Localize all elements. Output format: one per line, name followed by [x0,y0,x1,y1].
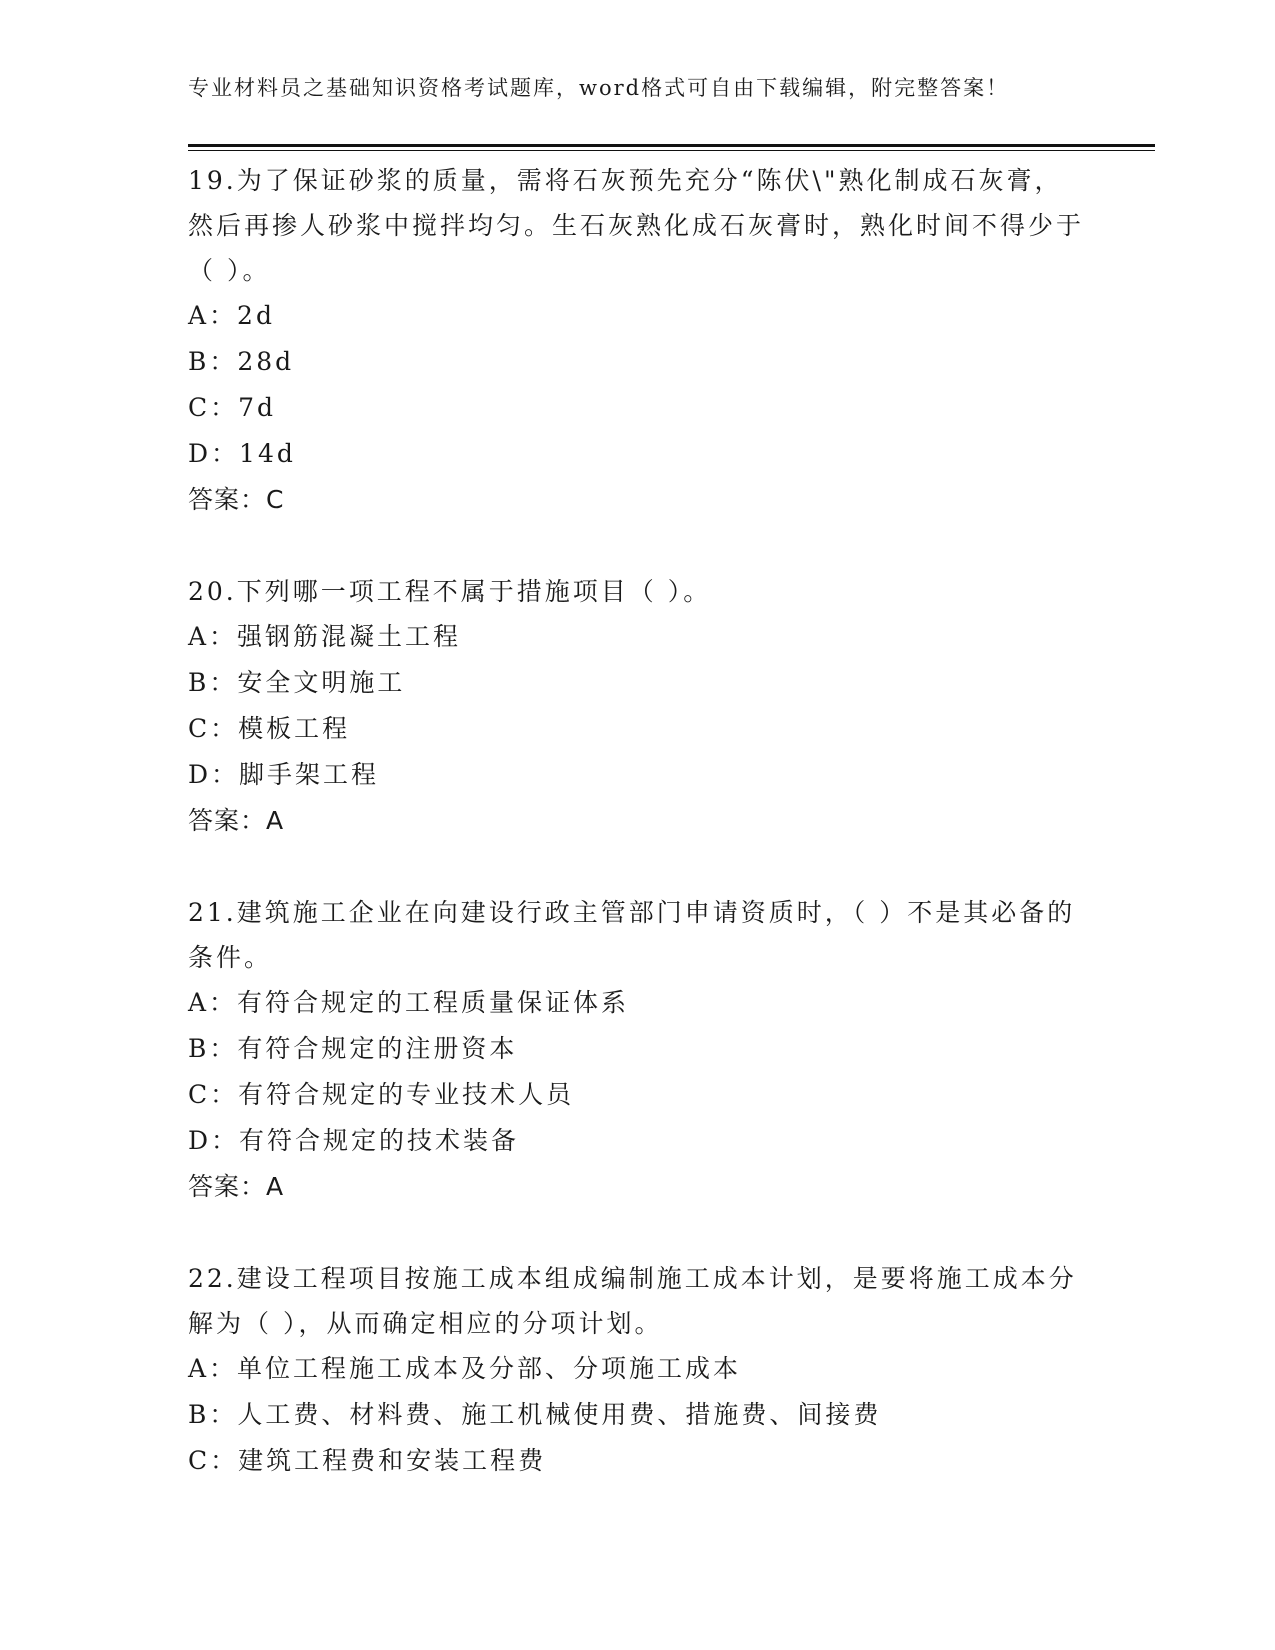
option-a: A：有符合规定的工程质量保证体系 [188,988,630,1017]
question-stem: 22.建设工程项目按施工成本组成编制施工成本计划，是要将施工成本分解为（ ），从而确定相应的分项计划。 [188,1264,1077,1338]
option-a: A：2d [188,301,275,330]
answer: 答案：A [188,1172,285,1201]
page-header: 专业材料员之基础知识资格考试题库，word格式可自由下载编辑，附完整答案！ [188,76,1010,100]
option-c: C：有符合规定的专业技术人员 [188,1080,575,1109]
option-d: D：脚手架工程 [188,760,380,789]
option-c: C：模板工程 [188,714,351,743]
option-d: D：有符合规定的技术装备 [188,1126,520,1155]
option-a: A：单位工程施工成本及分部、分项施工成本 [188,1354,742,1383]
option-a: A：强钢筋混凝土工程 [188,622,462,651]
answer: 答案：C [188,485,285,514]
question-list [188,158,1088,1530]
option-d: D：14d [188,439,296,468]
header-divider-thin [188,150,1155,151]
question-20 [188,569,1088,844]
option-c: C：建筑工程费和安装工程费 [188,1446,547,1475]
option-b: B：安全文明施工 [188,668,406,697]
question-22 [188,1256,1088,1484]
option-b: B：有符合规定的注册资本 [188,1034,518,1063]
answer: 答案：A [188,806,285,835]
header-divider [188,144,1155,147]
option-b: B：人工费、材料费、施工机械使用费、措施费、间接费 [188,1400,882,1429]
option-c: C：7d [188,393,277,422]
option-b: B：28d [188,347,295,376]
question-stem: 21.建筑施工企业在向建设行政主管部门申请资质时，（ ）不是其必备的条件。 [188,898,1076,972]
question-19 [188,158,1088,523]
question-stem: 20.下列哪一项工程不属于措施项目（ ）。 [188,577,712,606]
question-stem: 19.为了保证砂浆的质量，需将石灰预先充分“陈伏\"熟化制成石灰膏，然后再掺人砂浆中搅拌均匀。生石灰熟化成石灰膏时，熟化时间不得少于（ ）。 [188,166,1085,285]
question-21 [188,890,1088,1210]
